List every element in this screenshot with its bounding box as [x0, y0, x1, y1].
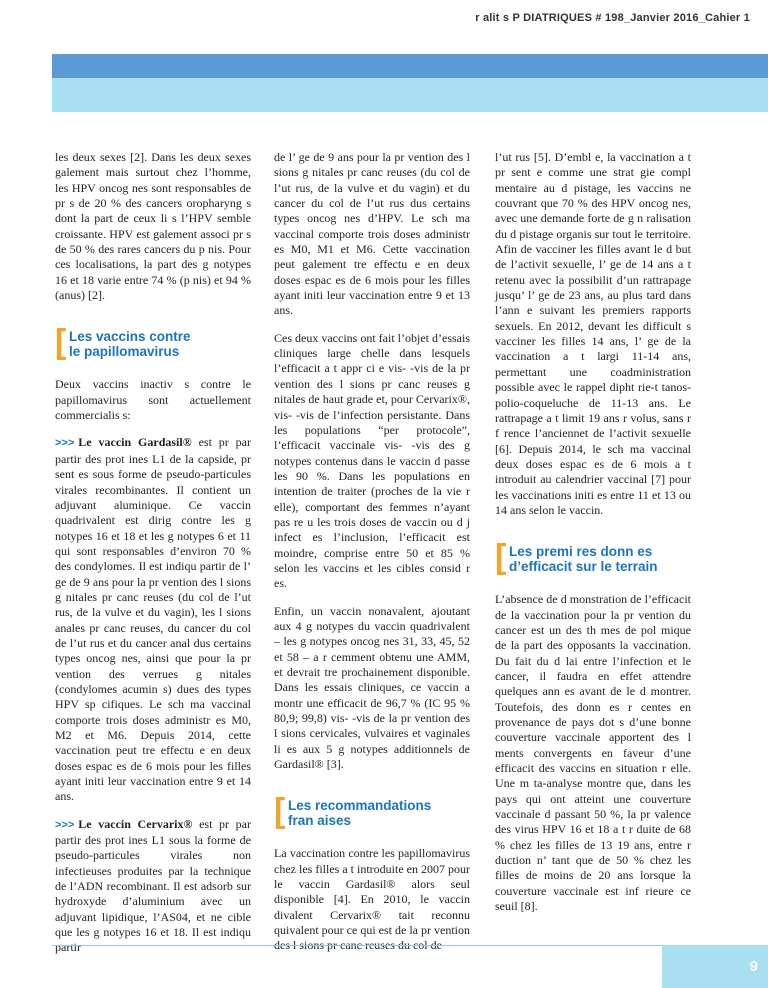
lead-gardasil: Le vaccin Gardasil® [78, 435, 192, 450]
column-1 [55, 150, 251, 968]
column-2 [274, 150, 470, 966]
page-number: 9 [749, 958, 758, 975]
paragraph: L’absence de d monstration de l’efficacit de la vaccination pour la pr vention du cancer est un des th mes de pol mique de la part des opposants la vaccination. Du fait du d lai entre l’infection et le cancer, il faudra en effet attendre quelques ann es avant de le d montrer. Toutefois, des donn es r centes en provenance de pays dot s d’une bonne couverture vaccinale apportent des l ments convergents en faveur d’une efficacit des vaccins en situation r elle. Une m ta-analyse montre que, dans les pays qui ont atteint une couverture vaccinale d passant 50 %, la pr valence des virus HPV 16 et 18 a t r duite de 68 % chez les filles de 13 19 ans, entre r duction n’ tant que de 50 % chez les filles de moins de 20 ans lorsque la couverture vaccinale est inf rieure ce seuil [8]. [495, 592, 691, 914]
heading-line: Les recommandations [288, 798, 432, 814]
page-number-box [662, 945, 768, 988]
lead-cervarix: Le vaccin Cervarix® [78, 816, 193, 831]
bracket-icon: [ [495, 538, 507, 577]
heading-line: Les vaccins contre [69, 329, 191, 345]
paragraph-gardasil [55, 435, 251, 804]
arrow-icon: >>> [55, 818, 75, 831]
paragraph: les deux sexes [2]. Dans les deux sexes galement mais surtout chez l’homme, les HPV oncog nes sont responsables de pr s de 20 % des cancers oropharyng s dont la part de ceux li s l’HPV semble croissante. HPV est galement associ pr s de 50 % des rares cancers du p nis. Pour ces localisations, la part des g notypes 16 et 18 varie entre 74 % (p nis) et 94 % (anus) [2]. [55, 150, 251, 303]
paragraph-text: est pr par partir des prot ines L1 de la capside, pr sent es sous forme de pseudo-particules virales recombinantes. Il contient un adjuvant aluminique. Ce vaccin quadrivalent est dirig contre les g notypes 16 et 18 et les g notypes 6 et 11 qui sont responsables d’environ 70 % des condylomes. Il est indiqu partir de l’ ge de 9 ans pour la pr vention des l sions g nitales pr canc reuses (du col de l’ut rus, de la vulve et du vagin), les l sions anales pr canc reuses, du cancer du col de l’ut rus et du cancer anal dus certains types oncog nes, ainsi que pour la pr vention des verrues g nitales (condylomes acumin s) dues des types HPV sp cifiques. Le sch ma vaccinal comporte trois doses administr es M0, M2 et M6. Depuis 2014, cette vaccination peut tre effectu e en deux doses espac es de 6 mois pour les filles ayant initi leur vaccination entre 9 et 14 ans. [55, 435, 251, 804]
section-heading-vaccins [55, 323, 251, 362]
paragraph: Enfin, un vaccin nonavalent, ajoutant aux 4 g notypes du vaccin quadrivalent – les g notypes oncog nes 31, 33, 45, 52 et 58 – a r cemment obtenu une AMM, et devrait tre prochainement disponible. Dans les essais cliniques, ce vaccin a montr une efficacit de 96,7 % (IC 95 % 80,9; 99,8) vis- -vis de la pr vention des l sions cervicales, vulvaires et vaginales li es aux 5 g notypes additionnels de Gardasil® [3]. [274, 603, 470, 772]
column-3 [495, 150, 691, 926]
paragraph: Deux vaccins inactiv s contre le papillomavirus sont actuellement commercialis s: [55, 377, 251, 423]
arrow-icon: >>> [55, 437, 75, 450]
heading-line: fran aises [288, 813, 352, 829]
header-band-dark [52, 54, 768, 78]
section-heading-efficacite [495, 538, 691, 577]
paragraph: Ces deux vaccins ont fait l’objet d’essais cliniques large chelle dans lesquels l’efficacit a t appr ci e vis- -vis de la pr vention des l sions pr canc reuses g nitales de haut grade et, pour Cervarix®, vis- -vis de l’infection persistante. Dans les populations “per protocole”, l’efficacit vaccinale vis- -vis des g notypes contenus dans le vaccin d passe les 90 %. Dans les populations en intention de traiter (proches de la vie r elle), comportant des femmes n’ayant pas re u les trois doses de vaccin ou d j infect es l’inclusion, l’efficacit est moindre, comprise entre 50 et 85 % selon les vaccins et les cibles consid r es. [274, 330, 470, 591]
running-head: r alit s P DIATRIQUES # 198_Janvier 2016_Cahier 1 [475, 12, 750, 24]
header-band-light [52, 78, 768, 112]
heading-line: le papillomavirus [69, 344, 180, 360]
paragraph: l’ut rus [5]. D’embl e, la vaccination a t pr sent e comme une strat gie compl mentaire au d pistage, les vaccins ne couvrant que 70 % des HPV oncog nes, avec une demande forte de g n ralisation du d pistage organis sur tout le territoire. Afin de vacciner les filles avant le d but de l’activit sexuelle, l’ ge de 14 ans a t retenu avec la possibilit d’un rattrapage jusqu’ l’ ge de 23 ans, au plus tard dans l’ann e suivant les premiers rapports sexuels. En 2012, devant les difficult s vacciner les filles 14 ans, l’ ge de la vaccination a t largi 11-14 ans, permettant une coadministration possible avec le rappel dipht rie-t tanos-polio-coqueluche de 11-13 ans. Le rattrapage a t limit 19 ans r volus, sans r f rence l’anciennet de l’activit sexuelle [6]. Depuis 2014, le sch ma vaccinal deux doses espac es de 6 mois a t introduit au calendrier vaccinal [7] pour les vaccinations initi es entre 11 et 13 ou 14 ans selon le vaccin. [495, 150, 691, 517]
paragraph: La vaccination contre les papillomavirus chez les filles a t introduite en 2007 pour le vaccin Gardasil® alors seul disponible [4]. En 2010, le vaccin divalent Cervarix® tait reconnu quivalent pour ce qui est de la pr vention des l sions pr canc reuses du col de [274, 846, 470, 953]
footer-rule [52, 945, 662, 946]
section-heading-recommandations [274, 792, 470, 831]
bracket-icon: [ [274, 792, 286, 831]
paragraph-text: est pr par partir des prot ines L1 sous la forme de pseudo-particules virales non infectieuses produites par la technique de l’ADN recombinant. Il est adsorb sur hydroxyde d’aluminium avec un adjuvant lipidique, l’AS04, et ne cible que les g notypes 16 et 18. Il est indiqu partir [55, 816, 251, 955]
bracket-icon: [ [55, 323, 67, 362]
heading-line: Les premi res donn es [509, 544, 653, 560]
heading-line: d’efficacit sur le terrain [509, 559, 658, 575]
paragraph-cervarix [55, 817, 251, 956]
paragraph: de l’ ge de 9 ans pour la pr vention des l sions g nitales pr canc reuses (du col de l’ut rus, de la vulve et du vagin) et du cancer du col de l’ut rus dus certains types oncog nes d’HPV. Le sch ma vaccinal comporte trois doses administr es M0, M1 et M6. Cette vaccination peut galement tre effectu e en deux doses espac es de 6 mois pour les filles ayant initi leur vaccination entre 9 et 13 ans. [274, 150, 470, 318]
